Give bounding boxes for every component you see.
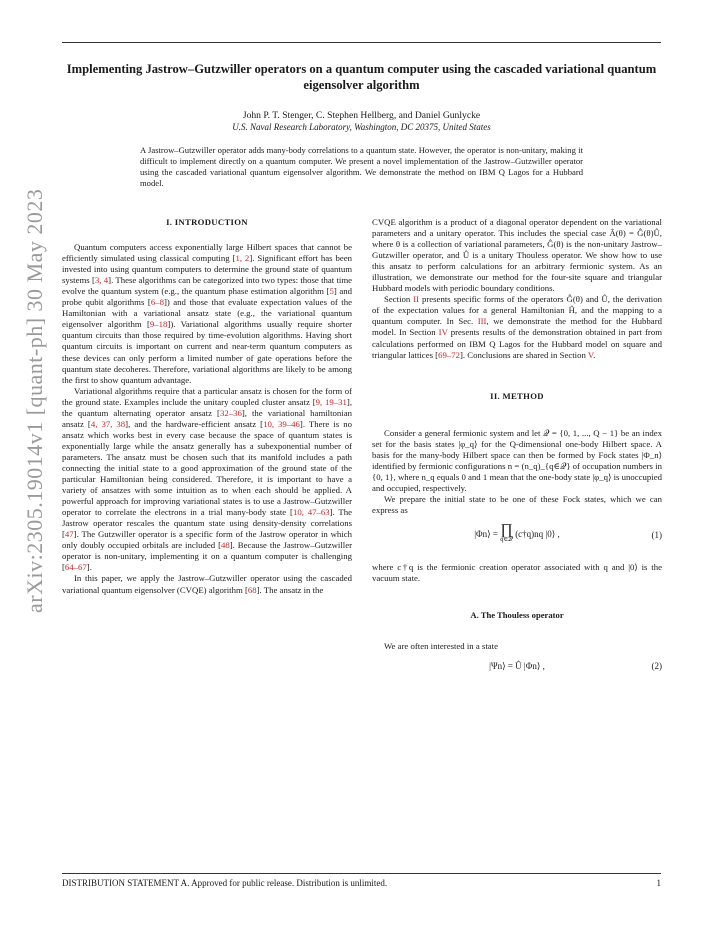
- citation-link[interactable]: 1, 2: [235, 253, 250, 264]
- citation-link[interactable]: 48: [221, 540, 230, 551]
- citation-link[interactable]: 6–8: [150, 297, 164, 308]
- citation-link[interactable]: 68: [247, 584, 257, 595]
- citation-link[interactable]: 32–36: [219, 407, 242, 418]
- paper-title: Implementing Jastrow–Gutzwiller operators on a quantum computer using the cascaded variational quantum eigensolver algorithm: [66, 62, 657, 92]
- intro-paragraph-1: Quantum computers access exponentially large Hilbert spaces that cannot be efficiently simulated using classical computing [1, 2]. Significant effort has been invested into using quantum computers to determine the ground state of quantum systems [3, 4]. These algorithms can be categorized into two types: those that time evolve the quantum system (e.g., the quantum phase estimation algorithm [5] and probe qubit algorithms [6–8]) and those that evaluate expectation values of the Hamiltonian with a variational ansatz state (e.g., the variational quantum eigensolver algorithm [9–18]). Variational algorithms usually require shorter quantum circuits than those required by time-evolution algorithms. Having short quantum circuits is important on current and near-term quantum computers as these devices can only perform a limited number of gate operations before the quantum state decoheres. Therefore, variational algorithms are likely to be among the first to show quantum advantage.: [62, 242, 353, 385]
- method-paragraph-1: Consider a general fermionic system and let 𝒬 = {0, 1, ..., Q − 1} be an index set for the basis states |φ_q⟩ for the Q-dimensional one-body Hilbert space. A basis for the many-body Hilbert space can then be formed by Fock states |Φ_n⟩ identified by fermionic configurations n = (n_q)_{q∈𝒬} of occupation numbers in {0, 1}, where n_q equals 0 and 1 mean that the one-body state |φ_q⟩ is unoccupied and occupied, respectively.: [372, 427, 662, 493]
- section-heading-introduction: I. INTRODUCTION: [166, 217, 248, 227]
- citation-link[interactable]: 3, 4: [94, 275, 109, 286]
- equation-number: (1): [651, 530, 662, 541]
- arxiv-identifier[interactable]: arXiv:2305.19014v1 [quant-ph] 30 May 2023: [22, 188, 47, 613]
- section-link[interactable]: II: [413, 294, 420, 305]
- equation-2: |Ψn⟩ = Û |Φn⟩ , (2): [489, 661, 662, 672]
- section-heading-method: II. METHOD: [490, 390, 544, 401]
- affiliation: U.S. Naval Research Laboratory, Washington, DC 20375, United States: [232, 122, 491, 132]
- left-column: [62, 217, 352, 596]
- citation-link[interactable]: 64–67: [64, 562, 87, 573]
- method-paragraph-3: where c†q is the fermionic creation operator associated with q and |0⟩ is the vacuum state.: [372, 562, 662, 584]
- citation-link[interactable]: 9, 19–31: [315, 396, 347, 407]
- intro-paragraph-5: Section II presents specific forms of the operators Ĝ(θ) and Û, the derivation of the expectation values for a general Hamiltonian Ĥ, and the mapping to a quantum computer. In Sec. III, we demonstrate the method for the Hubbard model. In Section IV presents results of the demonstration obtained in part from calculations performed on IBM Q Lagos for the Hubbard model on square and triangular lattices [69–72]. Conclusions are shared in Section V.: [372, 294, 663, 360]
- distribution-statement: DISTRIBUTION STATEMENT A. Approved for public release. Distribution is unlimited.: [62, 878, 388, 888]
- footer-rule: [62, 873, 661, 874]
- section-link[interactable]: IV: [438, 327, 448, 338]
- method-paragraph-2: We prepare the initial state to be one of these Fock states, which we can express as: [372, 493, 662, 515]
- product-symbol: ∏ q∈𝒬: [500, 522, 513, 544]
- citation-link[interactable]: 5: [329, 286, 334, 297]
- footer: [62, 878, 661, 888]
- intro-paragraph-4: CVQE algorithm is a product of a diagonal operator dependent on the variational parameters and a unitary operator. This includes the special case Â(θ) = Ĝ(θ)Û, where θ is a collection of variational parameters, Ĝ(θ) is the non-unitary Jastrow–Gutzwiller operator, and Û is a unitary Thouless operator. We show how to use this ansatz to perform calculations for an arbitrary fermionic system. As an illustration, we demonstrate our method for the four-site square and triangular Hubbard models with periodic boundary conditions.: [372, 217, 662, 294]
- equation-1: |Φn⟩ = ∏ q∈𝒬 (c†q)nq |0⟩ , (1): [474, 522, 662, 544]
- author-list: John P. T. Stenger, C. Stephen Hellberg, and Daniel Gunlycke: [242, 110, 481, 121]
- intro-paragraph-2: Variational algorithms require that a particular ansatz is chosen for the form of the ground state. Examples include the unitary coupled cluster ansatz [9, 19–31], the quantum alternating operator ansatz [32–36], the variational hamiltonian ansatz [4, 37, 38], and the hardware-efficient ansatz [10, 39–46]. There is no ansatz which works best in every case because the space of quantum states is exponentially large while the ansatz generally has a subexponential number of parameters. The ansatz must be chosen such that its manifold includes a path connecting the initial state to a good approximation of the ground state of the particular Hamiltonian being considered. Therefore, it is important to have a variety of ansatzes with some intuition as to when each should be applied. A powerful approach for improving variational states is to use a Jastrow–Gutzwiller operator to correlate the electrons in a trial many-body state [10, 47–63]. The Jastrow operator rescales the quantum state using density-density correlations [47]. The Gutzwiller operator is a specific form of the Jastrow operator in which only doubly occupied orbitals are included [48]. Because the Jastrow–Gutzwiller operator is non-unitary, implementing it on a quantum computer is challenging [64–67].: [62, 385, 353, 573]
- header-rule: [62, 42, 661, 43]
- page-number: 1: [656, 878, 661, 888]
- citation-link[interactable]: 4, 37, 38: [90, 418, 126, 429]
- citation-link[interactable]: 9–18: [149, 319, 168, 330]
- equation-number: (2): [651, 661, 662, 672]
- right-column: [372, 217, 662, 679]
- abstract: A Jastrow–Gutzwiller operator adds many-body correlations to a quantum state. However, the operator is non-unitary, making it difficult to implement directly on a quantum computer. We present a novel implementation of the Jastrow–Gutzwiller operator using the cascaded variational quantum eigensolver algorithm. We demonstrate the method on IBM Q Lagos for a Hubbard model.: [140, 145, 583, 188]
- method-paragraph-4: We are often interested in a state: [384, 641, 498, 652]
- citation-link[interactable]: 10, 39–46: [263, 418, 300, 429]
- citation-link[interactable]: 10, 47–63: [292, 507, 330, 518]
- subsection-heading-thouless: A. The Thouless operator: [470, 610, 564, 621]
- intro-paragraph-3: In this paper, we apply the Jastrow–Gutzwiller operator using the cascaded variational quantum eigensolver (CVQE) algorithm [68]. The ansatz in the: [62, 573, 352, 595]
- citation-link[interactable]: 69–72: [438, 349, 460, 360]
- citation-link[interactable]: 47: [64, 529, 74, 540]
- section-link[interactable]: V: [587, 349, 594, 360]
- section-link[interactable]: III: [477, 316, 487, 327]
